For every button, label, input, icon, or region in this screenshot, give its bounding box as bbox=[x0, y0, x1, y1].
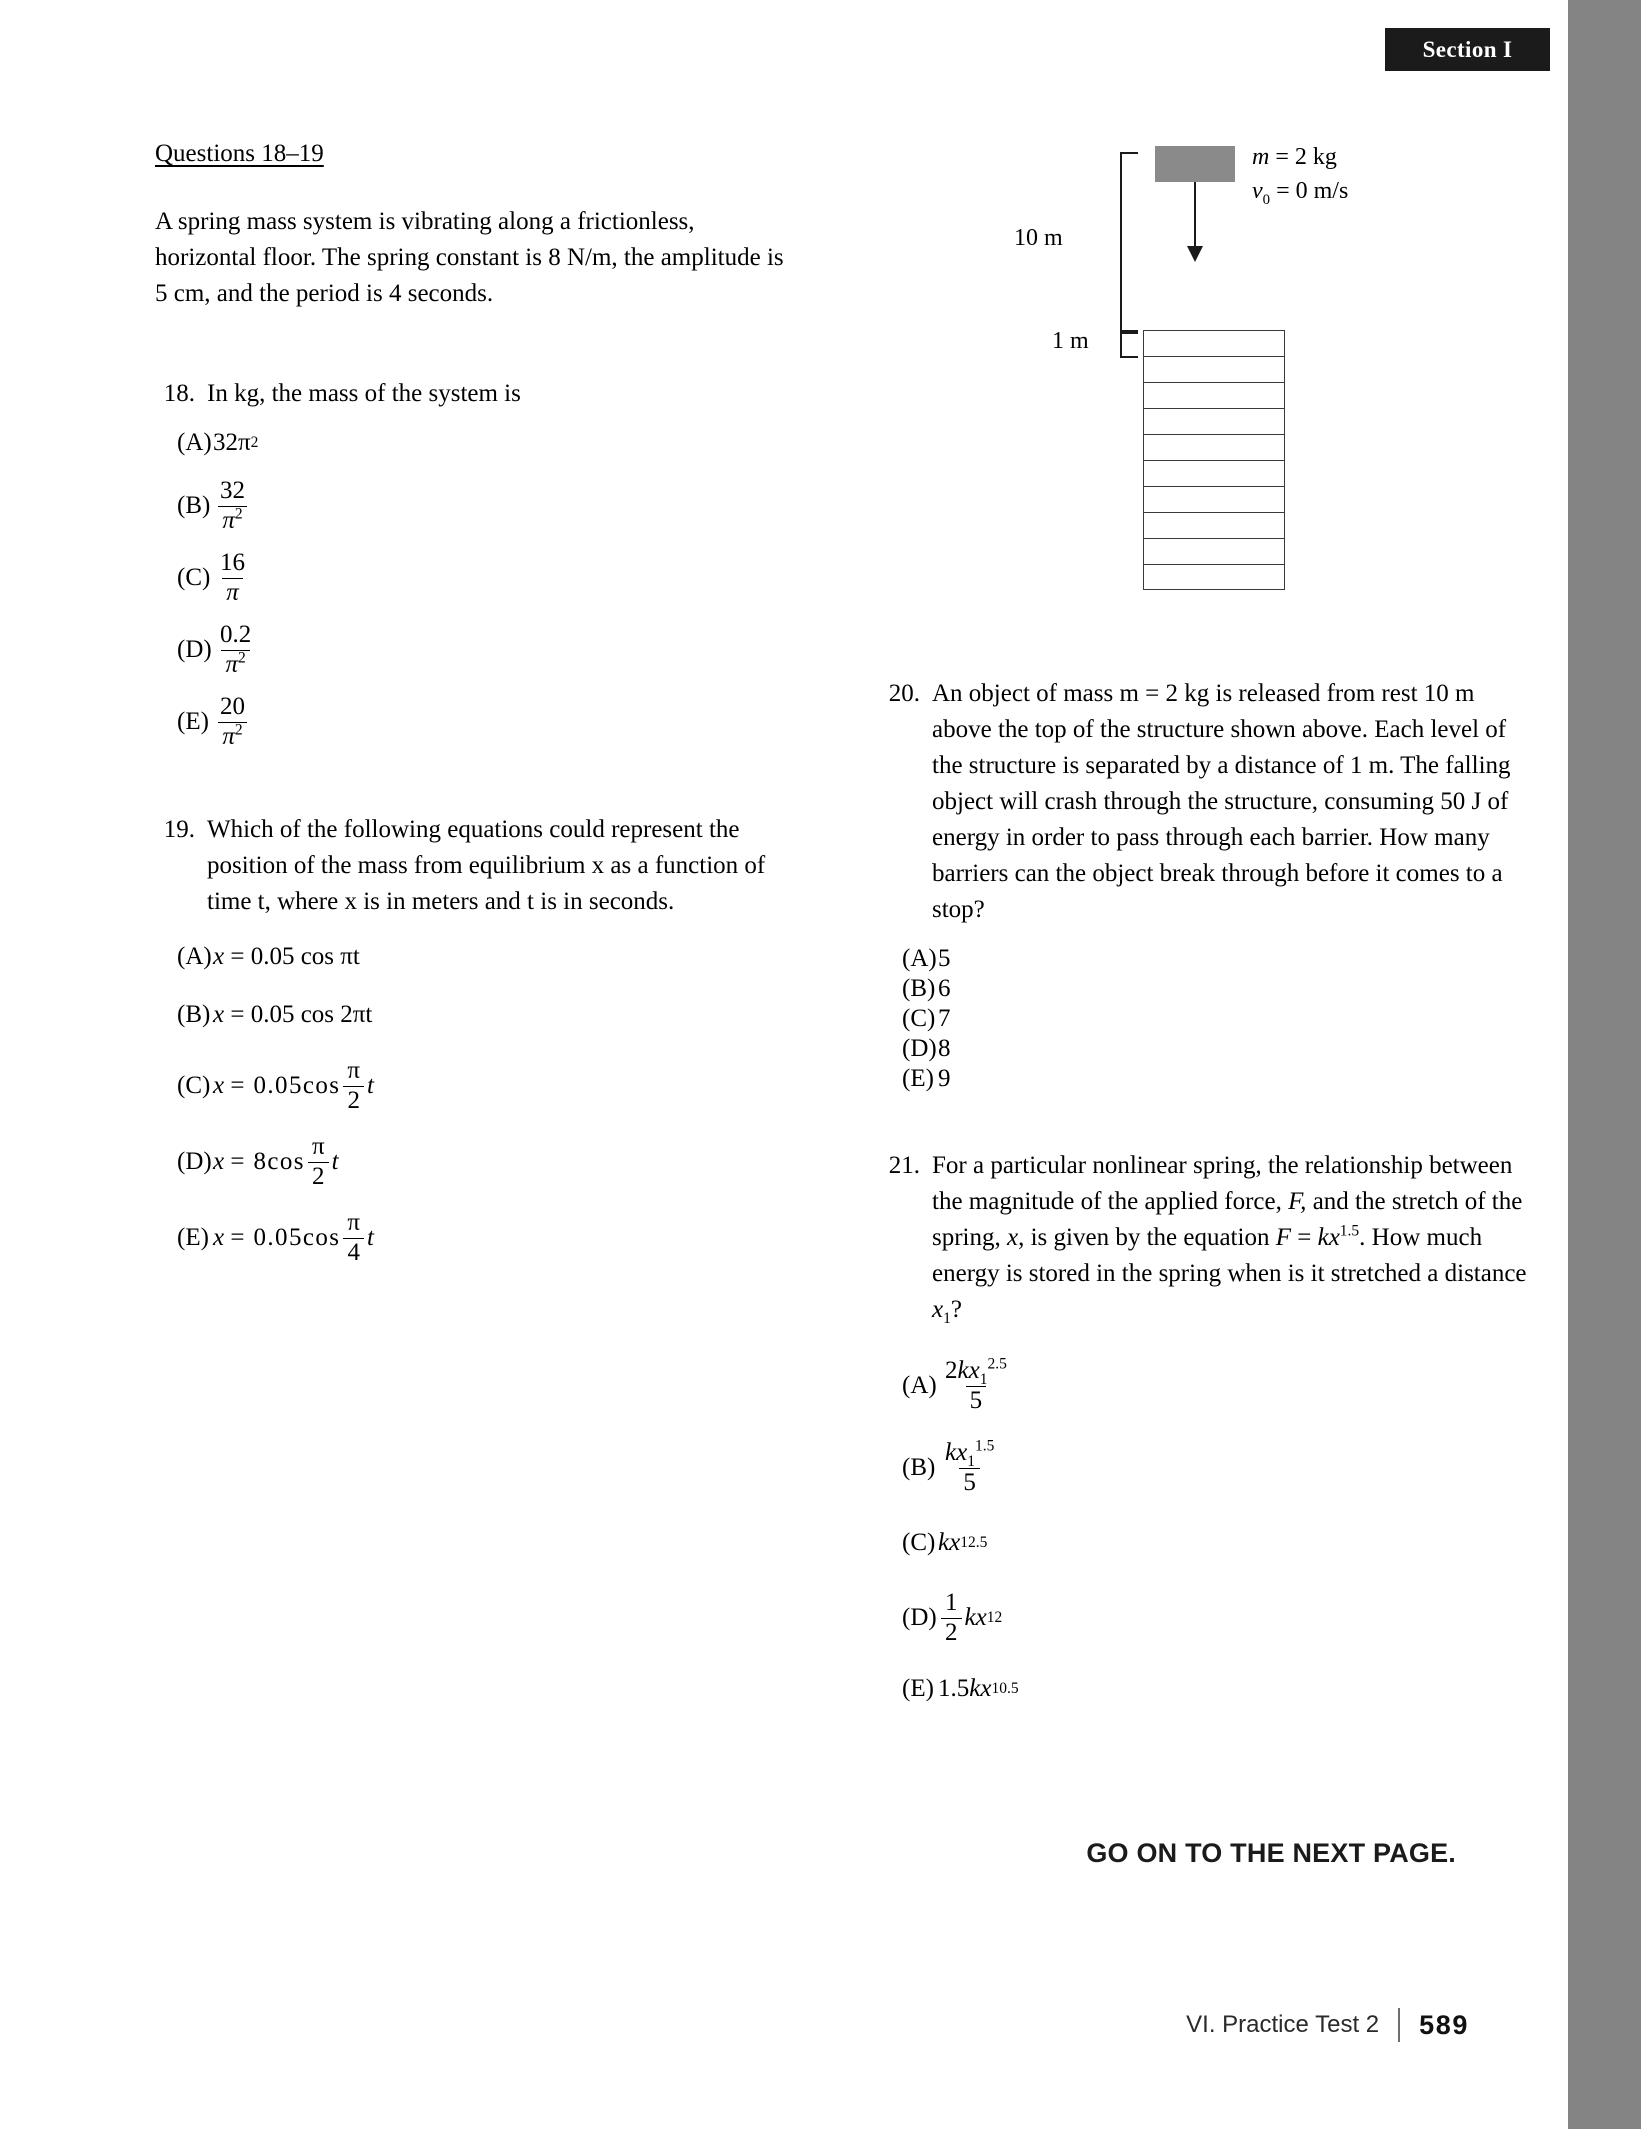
level-spacing-label: 1 m bbox=[1052, 328, 1089, 354]
choice-letter: (E) bbox=[902, 1675, 934, 1702]
choice-row[interactable] bbox=[880, 1526, 1540, 1560]
choice-value bbox=[213, 550, 252, 606]
question-20 bbox=[880, 676, 1540, 928]
fraction-numerator: 20 bbox=[220, 693, 245, 720]
choice-row[interactable] bbox=[155, 1134, 815, 1190]
fraction-denominator: $\pi^2$ bbox=[221, 650, 249, 679]
choice-value: 8 bbox=[938, 1035, 951, 1062]
choice-letter: (A) bbox=[902, 945, 937, 972]
section-badge: Section I bbox=[1385, 28, 1550, 71]
choice-row[interactable] bbox=[155, 694, 815, 750]
fraction bbox=[343, 1210, 364, 1266]
fraction bbox=[941, 1437, 998, 1496]
choice-base: 32π bbox=[213, 429, 251, 456]
choice-value: $\frac{1}{2}$ kx 1 2 bbox=[938, 1590, 1002, 1646]
choice-letter: (C) bbox=[902, 1005, 936, 1032]
choice-letter: (A) bbox=[177, 943, 212, 970]
question-21-text: For a particular nonlinear spring, the relationship between the magnitude of the applied force, F, and the stretch of the spring, x, is given by the equation $F = kx^{1.5}$. How much energy is stored in the spring when is it stretched a distance $x_1$? bbox=[932, 1152, 1527, 1327]
fraction bbox=[216, 478, 249, 534]
question-18-number: 18. bbox=[163, 380, 195, 407]
choice-value bbox=[213, 478, 252, 534]
choice-letter: (A) bbox=[177, 429, 212, 456]
choice-value: 9 bbox=[938, 1065, 951, 1092]
drop-height-label: 10 m bbox=[1014, 225, 1063, 251]
choice-letter: (B) bbox=[177, 1001, 211, 1028]
choice-letter: (D) bbox=[902, 1604, 937, 1631]
fraction-numerator: 16 bbox=[220, 549, 245, 576]
choice-row[interactable] bbox=[880, 1355, 1540, 1414]
choice-row[interactable] bbox=[155, 1058, 815, 1114]
question-21-choices bbox=[880, 1355, 1540, 1706]
choice-row[interactable] bbox=[880, 1672, 1540, 1706]
choice-row[interactable] bbox=[880, 974, 1540, 1004]
choice-row[interactable] bbox=[155, 998, 815, 1032]
fraction bbox=[941, 1355, 1011, 1414]
choice-row[interactable] bbox=[880, 944, 1540, 974]
choice-value: kx 1 2.5 bbox=[938, 1529, 988, 1556]
initial-velocity-label: $v_0 = 0$ m/s bbox=[1252, 178, 1349, 208]
choice-value bbox=[213, 1134, 339, 1190]
fraction bbox=[216, 694, 249, 750]
choice-letter: (B) bbox=[177, 492, 211, 519]
choice-row[interactable] bbox=[880, 1064, 1540, 1094]
question-21-number: 21. bbox=[888, 1152, 920, 1179]
left-column bbox=[155, 140, 815, 1266]
fraction-denominator: 2 bbox=[941, 1618, 962, 1647]
choice-row[interactable] bbox=[155, 1210, 815, 1266]
fraction-numerator: 0.2 bbox=[220, 621, 252, 648]
choice-letter: (C) bbox=[177, 1072, 211, 1099]
variable-x: x bbox=[213, 1001, 225, 1028]
question-19 bbox=[155, 812, 815, 920]
page-footer bbox=[1186, 2008, 1469, 2042]
choice-row[interactable] bbox=[880, 1437, 1540, 1496]
fraction bbox=[343, 1058, 364, 1114]
fraction-denominator: 2 bbox=[343, 1086, 364, 1115]
choice-value: 7 bbox=[938, 1005, 951, 1032]
fraction-denominator: 2 bbox=[308, 1162, 329, 1191]
right-column bbox=[880, 140, 1540, 1706]
choice-letter: (B) bbox=[902, 975, 936, 1002]
choice-row[interactable] bbox=[155, 940, 815, 974]
question-18 bbox=[155, 376, 815, 412]
book-section-label: VI. Practice Test 2 bbox=[1186, 2011, 1380, 2038]
diagram-spacer bbox=[880, 140, 1540, 676]
choice-row[interactable] bbox=[155, 426, 815, 460]
choice-letter: (D) bbox=[177, 636, 212, 663]
fraction-denominator: $\pi^2$ bbox=[218, 722, 246, 751]
fraction-denominator: $\pi^2$ bbox=[218, 506, 246, 535]
choice-value bbox=[213, 1210, 374, 1266]
mass-label: m = 2 kg bbox=[1252, 144, 1337, 170]
questions-range-heading: Questions 18–19 bbox=[155, 140, 324, 167]
fraction-numerator: 1 bbox=[945, 1589, 958, 1616]
choice-letter: (D) bbox=[902, 1035, 937, 1062]
fraction bbox=[216, 622, 255, 678]
choice-value bbox=[213, 1058, 374, 1114]
choice-value: 32π 2 bbox=[213, 429, 259, 456]
fraction-denominator: 5 bbox=[966, 1386, 987, 1415]
choice-row[interactable] bbox=[155, 622, 815, 678]
go-on-notice: GO ON TO THE NEXT PAGE. bbox=[1086, 1838, 1456, 1868]
choice-value bbox=[938, 1355, 1014, 1414]
choice-value bbox=[213, 1001, 372, 1029]
choice-expression-head: = 0.05cos bbox=[230, 1072, 341, 1099]
question-18-choices bbox=[155, 426, 815, 750]
choice-letter: (B) bbox=[902, 1454, 936, 1481]
choice-letter: (E) bbox=[177, 708, 209, 735]
choice-value bbox=[213, 622, 258, 678]
choice-expression: = 0.05 cos 2πt bbox=[230, 1001, 373, 1028]
fraction-numerator: π bbox=[347, 1209, 361, 1236]
fraction bbox=[941, 1590, 962, 1646]
question-18-text: In kg, the mass of the system is bbox=[207, 380, 521, 407]
fraction-numerator: $kx_1^{1.5}$ bbox=[945, 1437, 995, 1470]
question-21 bbox=[880, 1148, 1540, 1328]
choice-value bbox=[938, 1437, 1001, 1496]
fraction bbox=[308, 1134, 329, 1190]
question-20-choices bbox=[880, 944, 1540, 1094]
choice-row[interactable] bbox=[155, 478, 815, 534]
choice-letter: (D) bbox=[177, 1148, 212, 1175]
choice-value: 5 bbox=[938, 945, 951, 972]
choice-expression-head: = 0.05cos bbox=[230, 1224, 341, 1251]
choice-row[interactable] bbox=[880, 1004, 1540, 1034]
fraction-numerator: 32 bbox=[220, 477, 245, 504]
variable-x: x bbox=[213, 943, 225, 970]
fraction-denominator: π bbox=[222, 578, 243, 607]
choice-value: 6 bbox=[938, 975, 951, 1002]
question-19-number: 19. bbox=[163, 816, 195, 843]
variable-t: t bbox=[331, 1148, 339, 1175]
choice-letter: (A) bbox=[902, 1372, 937, 1399]
fraction-denominator: 4 bbox=[343, 1238, 364, 1267]
choice-expression-head: = 8cos bbox=[230, 1148, 305, 1175]
choice-row[interactable] bbox=[155, 550, 815, 606]
fraction-denominator: 5 bbox=[959, 1468, 980, 1497]
fraction bbox=[216, 550, 249, 606]
question-19-text: Which of the following equations could represent the position of the mass from equilibrium x as a function of time t, where x is in meters and t is in seconds. bbox=[207, 816, 766, 915]
choice-row[interactable] bbox=[880, 1590, 1540, 1646]
choice-letter: (E) bbox=[902, 1065, 934, 1092]
fraction-numerator: $2kx_1^{2.5}$ bbox=[945, 1355, 1007, 1388]
choice-letter: (C) bbox=[177, 564, 211, 591]
shared-stem-text: A spring mass system is vibrating along a frictionless, horizontal floor. The spring constant is 8 N/m, the amplitude is 5 cm, and the period is 4 seconds. bbox=[155, 208, 784, 307]
footer-divider bbox=[1398, 2008, 1400, 2042]
fraction-numerator: π bbox=[311, 1133, 325, 1160]
page-edge-gutter bbox=[1568, 0, 1641, 2129]
variable-t: t bbox=[367, 1072, 374, 1099]
question-20-text: An object of mass m = 2 kg is released from rest 10 m above the top of the structure shown above. Each level of the structure is separated by a distance of 1 m. The falling object will crash through the structure, consuming 50 J of energy in order to pass through each barrier. How many barriers can the object break through before it comes to a stop? bbox=[932, 680, 1511, 923]
question-19-choices bbox=[155, 940, 815, 1266]
choice-letter: (C) bbox=[902, 1529, 936, 1556]
variable-x: x bbox=[213, 1072, 225, 1099]
variable-x: x bbox=[213, 1224, 225, 1251]
variable-x: x bbox=[213, 1148, 225, 1175]
choice-value bbox=[213, 943, 360, 971]
choice-row[interactable] bbox=[880, 1034, 1540, 1064]
page-number: 589 bbox=[1419, 2009, 1469, 2040]
choice-value bbox=[213, 694, 252, 750]
question-20-number: 20. bbox=[888, 680, 920, 707]
choice-value: 1.5 kx 1 0.5 bbox=[938, 1675, 1019, 1702]
variable-t: t bbox=[367, 1224, 374, 1251]
fraction-numerator: π bbox=[347, 1057, 361, 1084]
choice-letter: (E) bbox=[177, 1224, 209, 1251]
choice-expression: = 0.05 cos πt bbox=[230, 943, 360, 970]
